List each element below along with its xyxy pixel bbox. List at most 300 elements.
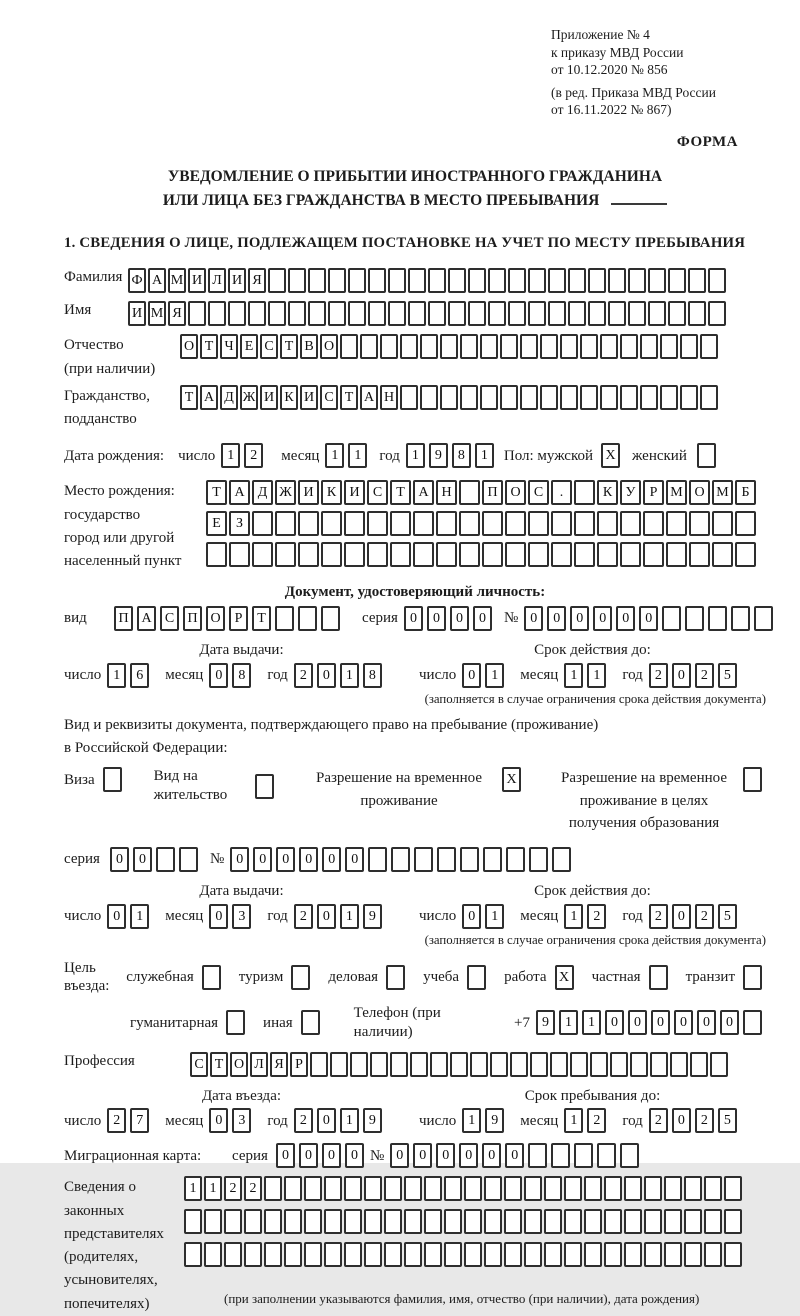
form-cell[interactable] bbox=[540, 385, 558, 410]
form-cell[interactable] bbox=[460, 385, 478, 410]
form-cell[interactable] bbox=[224, 1209, 242, 1234]
purpose-humanitarian[interactable]: гуманитарная bbox=[130, 1010, 249, 1035]
form-cell[interactable]: 2 bbox=[244, 1176, 262, 1201]
form-cell[interactable] bbox=[584, 1176, 602, 1201]
form-cell[interactable] bbox=[551, 542, 572, 567]
form-cell[interactable] bbox=[644, 1209, 662, 1234]
form-cell[interactable]: 9 bbox=[363, 904, 382, 929]
form-cell[interactable] bbox=[504, 1209, 522, 1234]
form-cell[interactable] bbox=[328, 268, 346, 293]
form-cell[interactable] bbox=[380, 334, 398, 359]
form-cell[interactable]: 1 bbox=[325, 443, 344, 468]
form-cell[interactable]: И bbox=[260, 385, 278, 410]
form-cell[interactable] bbox=[470, 1052, 488, 1077]
form-cell[interactable]: 1 bbox=[564, 663, 583, 688]
form-cell[interactable] bbox=[504, 1176, 522, 1201]
form-cell[interactable] bbox=[508, 268, 526, 293]
purpose-other[interactable]: иная bbox=[263, 1010, 324, 1035]
form-cell[interactable] bbox=[520, 334, 538, 359]
form-cell[interactable]: Р bbox=[229, 606, 248, 631]
form-cell[interactable] bbox=[580, 385, 598, 410]
form-cell[interactable] bbox=[408, 301, 426, 326]
form-cell[interactable]: 1 bbox=[587, 663, 606, 688]
form-cell[interactable] bbox=[640, 334, 658, 359]
form-cell[interactable] bbox=[480, 385, 498, 410]
form-cell[interactable] bbox=[324, 1176, 342, 1201]
form-cell[interactable] bbox=[386, 965, 405, 990]
form-cell[interactable] bbox=[321, 606, 340, 631]
form-cell[interactable] bbox=[640, 385, 658, 410]
form-cell[interactable]: 0 bbox=[390, 1143, 409, 1168]
form-cell[interactable]: 6 bbox=[130, 663, 149, 688]
form-cell[interactable]: К bbox=[321, 480, 342, 505]
form-cell[interactable]: А bbox=[413, 480, 434, 505]
form-cell[interactable] bbox=[367, 511, 388, 536]
form-cell[interactable]: А bbox=[360, 385, 378, 410]
form-cell[interactable] bbox=[643, 511, 664, 536]
form-cell[interactable] bbox=[552, 847, 571, 872]
form-cell[interactable]: 9 bbox=[485, 1108, 504, 1133]
form-cell[interactable] bbox=[291, 965, 310, 990]
form-cell[interactable] bbox=[754, 606, 773, 631]
form-cell[interactable] bbox=[344, 1242, 362, 1267]
form-cell[interactable]: У bbox=[620, 480, 641, 505]
form-cell[interactable]: 0 bbox=[230, 847, 249, 872]
form-cell[interactable] bbox=[330, 1052, 348, 1077]
form-cell[interactable] bbox=[620, 1143, 639, 1168]
purpose-private[interactable]: частная bbox=[592, 965, 672, 990]
form-cell[interactable] bbox=[505, 511, 526, 536]
form-cell[interactable] bbox=[288, 268, 306, 293]
form-cell[interactable] bbox=[348, 268, 366, 293]
form-cell[interactable] bbox=[484, 1209, 502, 1234]
form-cell[interactable]: 1 bbox=[485, 904, 504, 929]
form-cell[interactable]: Т bbox=[200, 334, 218, 359]
form-cell[interactable]: Я bbox=[248, 268, 266, 293]
form-cell[interactable] bbox=[483, 847, 502, 872]
form-cell[interactable] bbox=[648, 301, 666, 326]
form-cell[interactable]: 2 bbox=[294, 904, 313, 929]
form-cell[interactable] bbox=[229, 542, 250, 567]
form-cell[interactable] bbox=[608, 301, 626, 326]
form-cell[interactable] bbox=[444, 1176, 462, 1201]
form-cell[interactable] bbox=[388, 268, 406, 293]
form-cell[interactable] bbox=[428, 268, 446, 293]
purpose-official-checkbox[interactable] bbox=[202, 965, 225, 990]
form-cell[interactable] bbox=[400, 334, 418, 359]
form-cell[interactable] bbox=[700, 385, 718, 410]
form-cell[interactable] bbox=[390, 542, 411, 567]
form-cell[interactable]: Т bbox=[252, 606, 271, 631]
form-cell[interactable]: 0 bbox=[345, 1143, 364, 1168]
form-cell[interactable] bbox=[624, 1242, 642, 1267]
form-cell[interactable] bbox=[689, 542, 710, 567]
purpose-business-official[interactable]: служебная bbox=[126, 965, 225, 990]
form-cell[interactable]: 0 bbox=[317, 663, 336, 688]
visa-option[interactable] bbox=[64, 767, 126, 792]
form-cell[interactable]: 0 bbox=[672, 663, 691, 688]
form-cell[interactable]: З bbox=[229, 511, 250, 536]
form-cell[interactable] bbox=[202, 965, 221, 990]
form-cell[interactable]: Т bbox=[340, 385, 358, 410]
form-cell[interactable] bbox=[188, 301, 206, 326]
form-cell[interactable] bbox=[252, 511, 273, 536]
form-cell[interactable]: 0 bbox=[276, 1143, 295, 1168]
form-cell[interactable] bbox=[660, 385, 678, 410]
purpose-business-checkbox[interactable] bbox=[386, 965, 409, 990]
form-cell[interactable]: 8 bbox=[232, 663, 251, 688]
form-cell[interactable] bbox=[584, 1209, 602, 1234]
form-cell[interactable] bbox=[574, 1143, 593, 1168]
form-cell[interactable] bbox=[668, 301, 686, 326]
form-cell[interactable]: 3 bbox=[232, 1108, 251, 1133]
form-cell[interactable] bbox=[368, 301, 386, 326]
form-cell[interactable] bbox=[697, 443, 716, 468]
form-cell[interactable] bbox=[544, 1176, 562, 1201]
form-cell[interactable]: М bbox=[148, 301, 166, 326]
form-cell[interactable]: 3 bbox=[232, 904, 251, 929]
form-cell[interactable] bbox=[388, 301, 406, 326]
form-cell[interactable] bbox=[324, 1242, 342, 1267]
form-cell[interactable] bbox=[304, 1176, 322, 1201]
form-cell[interactable]: 0 bbox=[209, 663, 228, 688]
form-cell[interactable] bbox=[464, 1242, 482, 1267]
form-cell[interactable]: 0 bbox=[547, 606, 566, 631]
form-cell[interactable] bbox=[588, 301, 606, 326]
form-cell[interactable]: 2 bbox=[587, 904, 606, 929]
form-cell[interactable] bbox=[528, 542, 549, 567]
form-cell[interactable] bbox=[103, 767, 122, 792]
form-cell[interactable] bbox=[735, 511, 756, 536]
form-cell[interactable] bbox=[570, 1052, 588, 1077]
form-cell[interactable] bbox=[530, 1052, 548, 1077]
form-cell[interactable]: С bbox=[320, 385, 338, 410]
form-cell[interactable] bbox=[184, 1209, 202, 1234]
form-cell[interactable] bbox=[390, 1052, 408, 1077]
form-cell[interactable] bbox=[484, 1176, 502, 1201]
form-cell[interactable] bbox=[597, 511, 618, 536]
form-cell[interactable]: И bbox=[300, 385, 318, 410]
temp-residence-education-option[interactable] bbox=[555, 767, 766, 835]
form-cell[interactable]: И bbox=[344, 480, 365, 505]
form-cell[interactable] bbox=[252, 542, 273, 567]
form-cell[interactable]: Б bbox=[735, 480, 756, 505]
form-cell[interactable] bbox=[298, 606, 317, 631]
form-cell[interactable] bbox=[500, 334, 518, 359]
form-cell[interactable]: С bbox=[260, 334, 278, 359]
form-cell[interactable]: А bbox=[137, 606, 156, 631]
form-cell[interactable]: Д bbox=[252, 480, 273, 505]
form-cell[interactable] bbox=[630, 1052, 648, 1077]
form-cell[interactable] bbox=[226, 1010, 245, 1035]
form-cell[interactable] bbox=[436, 511, 457, 536]
form-cell[interactable] bbox=[500, 385, 518, 410]
form-cell[interactable] bbox=[743, 965, 762, 990]
form-cell[interactable] bbox=[184, 1242, 202, 1267]
form-cell[interactable] bbox=[624, 1209, 642, 1234]
purpose-work[interactable]: работа X bbox=[504, 965, 578, 990]
form-cell[interactable]: 0 bbox=[317, 904, 336, 929]
form-cell[interactable] bbox=[588, 268, 606, 293]
form-cell[interactable] bbox=[544, 1242, 562, 1267]
form-cell[interactable]: 5 bbox=[718, 904, 737, 929]
form-cell[interactable] bbox=[321, 542, 342, 567]
form-cell[interactable]: 0 bbox=[345, 847, 364, 872]
form-cell[interactable]: 7 bbox=[130, 1108, 149, 1133]
form-cell[interactable] bbox=[384, 1176, 402, 1201]
form-cell[interactable] bbox=[712, 542, 733, 567]
form-cell[interactable] bbox=[529, 847, 548, 872]
form-cell[interactable]: О bbox=[230, 1052, 248, 1077]
form-cell[interactable] bbox=[690, 1052, 708, 1077]
form-cell[interactable]: О bbox=[505, 480, 526, 505]
form-cell[interactable] bbox=[467, 965, 486, 990]
form-cell[interactable] bbox=[524, 1209, 542, 1234]
form-cell[interactable] bbox=[424, 1242, 442, 1267]
form-cell[interactable] bbox=[268, 268, 286, 293]
form-cell[interactable] bbox=[464, 1176, 482, 1201]
form-cell[interactable] bbox=[568, 301, 586, 326]
form-cell[interactable]: 2 bbox=[294, 1108, 313, 1133]
form-cell[interactable]: 2 bbox=[649, 904, 668, 929]
form-cell[interactable]: 1 bbox=[475, 443, 494, 468]
form-cell[interactable]: 0 bbox=[317, 1108, 336, 1133]
form-cell[interactable]: О bbox=[206, 606, 225, 631]
form-cell[interactable] bbox=[666, 542, 687, 567]
form-cell[interactable]: 1 bbox=[184, 1176, 202, 1201]
form-cell[interactable]: 0 bbox=[107, 904, 126, 929]
purpose-transit-checkbox[interactable] bbox=[743, 965, 766, 990]
form-cell[interactable]: 2 bbox=[649, 663, 668, 688]
form-cell[interactable] bbox=[298, 511, 319, 536]
form-cell[interactable] bbox=[206, 542, 227, 567]
form-cell[interactable] bbox=[666, 511, 687, 536]
form-cell[interactable] bbox=[308, 268, 326, 293]
form-cell[interactable] bbox=[680, 385, 698, 410]
form-cell[interactable] bbox=[506, 847, 525, 872]
form-cell[interactable] bbox=[731, 606, 750, 631]
temp-residence-education-checkbox[interactable] bbox=[743, 767, 766, 792]
form-cell[interactable]: С bbox=[528, 480, 549, 505]
form-cell[interactable] bbox=[670, 1052, 688, 1077]
form-cell[interactable]: К bbox=[597, 480, 618, 505]
form-cell[interactable] bbox=[668, 268, 686, 293]
form-cell[interactable] bbox=[308, 301, 326, 326]
form-cell[interactable] bbox=[404, 1209, 422, 1234]
form-cell[interactable] bbox=[604, 1209, 622, 1234]
form-cell[interactable] bbox=[275, 511, 296, 536]
purpose-private-checkbox[interactable] bbox=[649, 965, 672, 990]
form-cell[interactable]: И bbox=[228, 268, 246, 293]
form-cell[interactable]: Е bbox=[240, 334, 258, 359]
form-cell[interactable] bbox=[620, 334, 638, 359]
form-cell[interactable]: 1 bbox=[340, 663, 359, 688]
form-cell[interactable] bbox=[264, 1242, 282, 1267]
form-cell[interactable] bbox=[364, 1209, 382, 1234]
form-cell[interactable] bbox=[684, 1242, 702, 1267]
form-cell[interactable] bbox=[208, 301, 226, 326]
form-cell[interactable] bbox=[301, 1010, 320, 1035]
form-cell[interactable] bbox=[528, 301, 546, 326]
form-cell[interactable]: 5 bbox=[718, 663, 737, 688]
form-cell[interactable]: И bbox=[188, 268, 206, 293]
form-cell[interactable] bbox=[649, 965, 668, 990]
form-cell[interactable] bbox=[574, 542, 595, 567]
form-cell[interactable]: 5 bbox=[718, 1108, 737, 1133]
form-cell[interactable] bbox=[505, 542, 526, 567]
form-cell[interactable] bbox=[528, 511, 549, 536]
form-cell[interactable]: Л bbox=[208, 268, 226, 293]
form-cell[interactable] bbox=[448, 301, 466, 326]
form-cell[interactable] bbox=[264, 1209, 282, 1234]
temp-residence-checkbox[interactable] bbox=[502, 767, 525, 792]
form-cell[interactable] bbox=[408, 268, 426, 293]
form-cell[interactable]: 2 bbox=[107, 1108, 126, 1133]
form-cell[interactable] bbox=[304, 1242, 322, 1267]
form-cell[interactable] bbox=[468, 301, 486, 326]
form-cell[interactable]: 0 bbox=[639, 606, 658, 631]
form-cell[interactable] bbox=[540, 334, 558, 359]
form-cell[interactable] bbox=[413, 542, 434, 567]
form-cell[interactable]: Т bbox=[390, 480, 411, 505]
form-cell[interactable]: Е bbox=[206, 511, 227, 536]
form-cell[interactable] bbox=[564, 1209, 582, 1234]
form-cell[interactable] bbox=[328, 301, 346, 326]
form-cell[interactable] bbox=[684, 1176, 702, 1201]
purpose-tourism-checkbox[interactable] bbox=[291, 965, 314, 990]
form-cell[interactable]: М bbox=[712, 480, 733, 505]
phone-cells[interactable] bbox=[536, 1010, 766, 1035]
form-cell[interactable]: 0 bbox=[505, 1143, 524, 1168]
form-cell[interactable]: 1 bbox=[221, 443, 240, 468]
form-cell[interactable] bbox=[574, 480, 595, 505]
form-cell[interactable]: 0 bbox=[697, 1010, 716, 1035]
residence-permit-checkbox[interactable] bbox=[255, 774, 278, 799]
form-cell[interactable] bbox=[704, 1209, 722, 1234]
form-cell[interactable] bbox=[420, 385, 438, 410]
form-cell[interactable]: И bbox=[128, 301, 146, 326]
form-cell[interactable] bbox=[459, 542, 480, 567]
form-cell[interactable] bbox=[248, 301, 266, 326]
form-cell[interactable] bbox=[688, 268, 706, 293]
form-cell[interactable] bbox=[628, 301, 646, 326]
form-cell[interactable] bbox=[368, 268, 386, 293]
form-cell[interactable] bbox=[548, 301, 566, 326]
form-cell[interactable] bbox=[430, 1052, 448, 1077]
form-cell[interactable]: М bbox=[666, 480, 687, 505]
form-cell[interactable]: 1 bbox=[348, 443, 367, 468]
form-cell[interactable]: Я bbox=[168, 301, 186, 326]
form-cell[interactable] bbox=[712, 511, 733, 536]
form-cell[interactable]: 0 bbox=[253, 847, 272, 872]
form-cell[interactable] bbox=[344, 542, 365, 567]
form-cell[interactable] bbox=[597, 1143, 616, 1168]
form-cell[interactable] bbox=[574, 511, 595, 536]
form-cell[interactable]: 0 bbox=[482, 1143, 501, 1168]
form-cell[interactable]: 0 bbox=[720, 1010, 739, 1035]
form-cell[interactable]: 0 bbox=[462, 663, 481, 688]
form-cell[interactable] bbox=[410, 1052, 428, 1077]
form-cell[interactable] bbox=[724, 1242, 742, 1267]
form-cell[interactable] bbox=[179, 847, 198, 872]
form-cell[interactable] bbox=[255, 774, 274, 799]
form-cell[interactable] bbox=[488, 268, 506, 293]
form-cell[interactable] bbox=[504, 1242, 522, 1267]
form-cell[interactable] bbox=[460, 847, 479, 872]
form-cell[interactable]: 0 bbox=[462, 904, 481, 929]
form-cell[interactable]: Т bbox=[210, 1052, 228, 1077]
form-cell[interactable]: О bbox=[689, 480, 710, 505]
form-cell[interactable]: Т bbox=[206, 480, 227, 505]
form-cell[interactable] bbox=[597, 542, 618, 567]
form-cell[interactable] bbox=[264, 1176, 282, 1201]
form-cell[interactable] bbox=[444, 1209, 462, 1234]
form-cell[interactable] bbox=[608, 268, 626, 293]
form-cell[interactable]: М bbox=[168, 268, 186, 293]
form-cell[interactable] bbox=[367, 542, 388, 567]
form-cell[interactable] bbox=[482, 511, 503, 536]
form-cell[interactable] bbox=[528, 1143, 547, 1168]
form-cell[interactable]: Р bbox=[643, 480, 664, 505]
form-cell[interactable] bbox=[344, 511, 365, 536]
form-cell[interactable]: 0 bbox=[450, 606, 469, 631]
form-cell[interactable] bbox=[284, 1242, 302, 1267]
form-cell[interactable] bbox=[710, 1052, 728, 1077]
form-cell[interactable] bbox=[708, 268, 726, 293]
form-cell[interactable] bbox=[244, 1209, 262, 1234]
form-cell[interactable] bbox=[650, 1052, 668, 1077]
form-cell[interactable]: 0 bbox=[672, 904, 691, 929]
form-cell[interactable] bbox=[524, 1242, 542, 1267]
form-cell[interactable] bbox=[275, 542, 296, 567]
form-cell[interactable]: С bbox=[160, 606, 179, 631]
form-cell[interactable]: 0 bbox=[459, 1143, 478, 1168]
form-cell[interactable] bbox=[644, 1242, 662, 1267]
form-cell[interactable]: 1 bbox=[204, 1176, 222, 1201]
form-cell[interactable] bbox=[413, 511, 434, 536]
form-cell[interactable] bbox=[275, 606, 294, 631]
form-cell[interactable] bbox=[544, 1209, 562, 1234]
form-cell[interactable]: 1 bbox=[107, 663, 126, 688]
form-cell[interactable] bbox=[551, 511, 572, 536]
purpose-humanitarian-checkbox[interactable] bbox=[226, 1010, 249, 1035]
form-cell[interactable] bbox=[324, 1209, 342, 1234]
form-cell[interactable] bbox=[268, 301, 286, 326]
form-cell[interactable] bbox=[480, 334, 498, 359]
sex-male-checkbox[interactable] bbox=[601, 443, 624, 468]
form-cell[interactable] bbox=[428, 301, 446, 326]
form-cell[interactable] bbox=[590, 1052, 608, 1077]
form-cell[interactable] bbox=[610, 1052, 628, 1077]
form-cell[interactable] bbox=[437, 847, 456, 872]
form-cell[interactable]: 9 bbox=[429, 443, 448, 468]
form-cell[interactable] bbox=[648, 268, 666, 293]
form-cell[interactable] bbox=[490, 1052, 508, 1077]
form-cell[interactable]: 1 bbox=[559, 1010, 578, 1035]
form-cell[interactable]: Я bbox=[270, 1052, 288, 1077]
form-cell[interactable] bbox=[420, 334, 438, 359]
form-cell[interactable]: 0 bbox=[674, 1010, 693, 1035]
form-cell[interactable] bbox=[344, 1176, 362, 1201]
form-cell[interactable] bbox=[440, 334, 458, 359]
form-cell[interactable]: 0 bbox=[628, 1010, 647, 1035]
form-cell[interactable] bbox=[528, 268, 546, 293]
form-cell[interactable] bbox=[524, 1176, 542, 1201]
form-cell[interactable] bbox=[156, 847, 175, 872]
form-cell[interactable]: 0 bbox=[404, 606, 423, 631]
form-cell[interactable] bbox=[448, 268, 466, 293]
purpose-study-checkbox[interactable] bbox=[467, 965, 490, 990]
